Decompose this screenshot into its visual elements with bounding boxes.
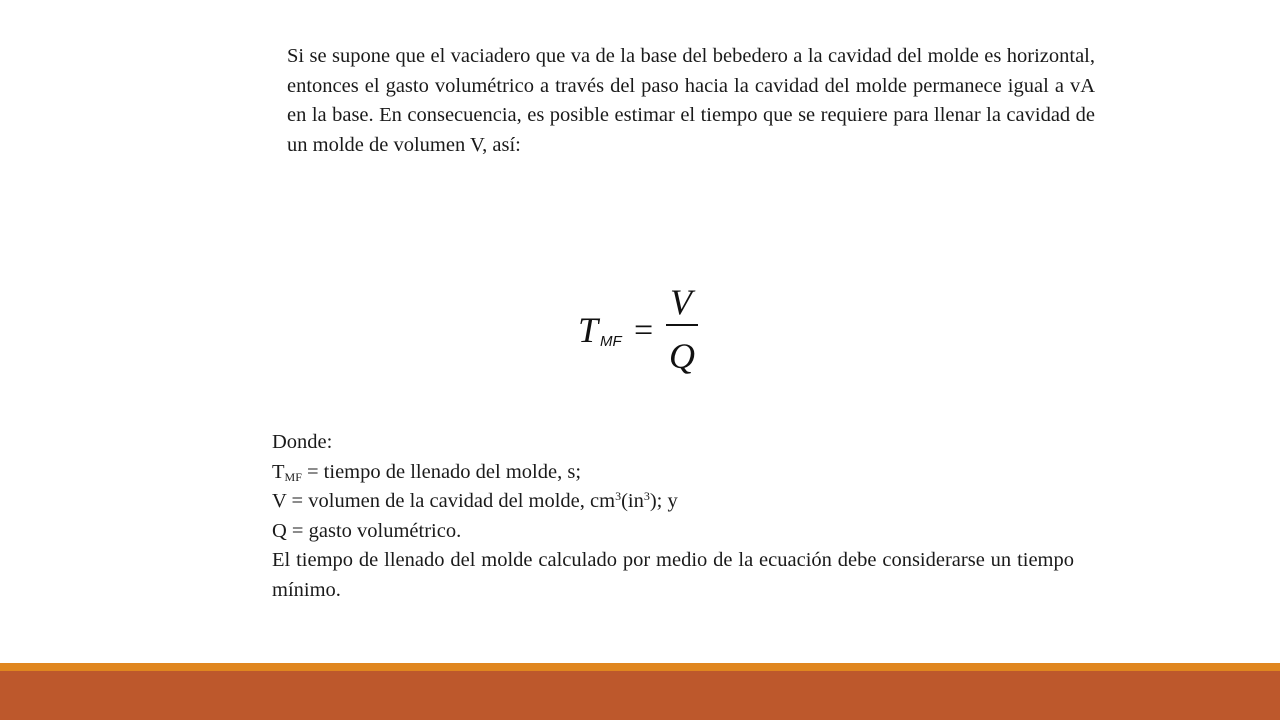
formula-numerator: V — [670, 282, 692, 322]
definitions-block — [272, 428, 1074, 605]
definition-v-sup-b: 3 — [643, 489, 650, 503]
formula-denominator: Q — [669, 336, 695, 376]
definition-tmf-subscript: MF — [284, 469, 302, 484]
definition-v-text-b: (in — [621, 490, 644, 512]
formula-lhs-subscript: MF — [600, 333, 622, 350]
formula-lhs-symbol: T — [578, 310, 599, 350]
fill-time-formula — [570, 282, 710, 382]
footer-bar — [0, 671, 1280, 720]
definition-tmf-symbol: T — [272, 460, 285, 483]
definitions-heading: Donde: — [272, 431, 333, 453]
definition-v — [272, 487, 1074, 517]
minimum-time-note: El tiempo de llenado del molde calculado por medio de la ecuación debe considerarse un tiempo mínimo. — [272, 549, 1074, 601]
formula-equals-sign: = — [634, 312, 654, 349]
definition-v-text-c: ); y — [649, 490, 678, 512]
intro-paragraph: Si se supone que el vaciadero que va de la base del bebedero a la cavidad del molde es horizontal, entonces el gasto volumétrico a través del paso hacia la cavidad del molde permanece igual a vA en la base. En consecuencia, es posible estimar el tiempo que se requiere para llenar la cavidad de un molde de volumen V, así: — [287, 45, 1095, 156]
definition-tmf-text: = tiempo de llenado del molde, s; — [301, 460, 582, 483]
definition-q: Q = gasto volumétrico. — [272, 519, 462, 542]
definition-v-sup-a: 3 — [615, 489, 622, 503]
definition-tmf — [272, 458, 1074, 488]
definition-v-text-a: V = volumen de la cavidad del molde, cm — [272, 490, 616, 512]
accent-strip — [0, 663, 1280, 671]
